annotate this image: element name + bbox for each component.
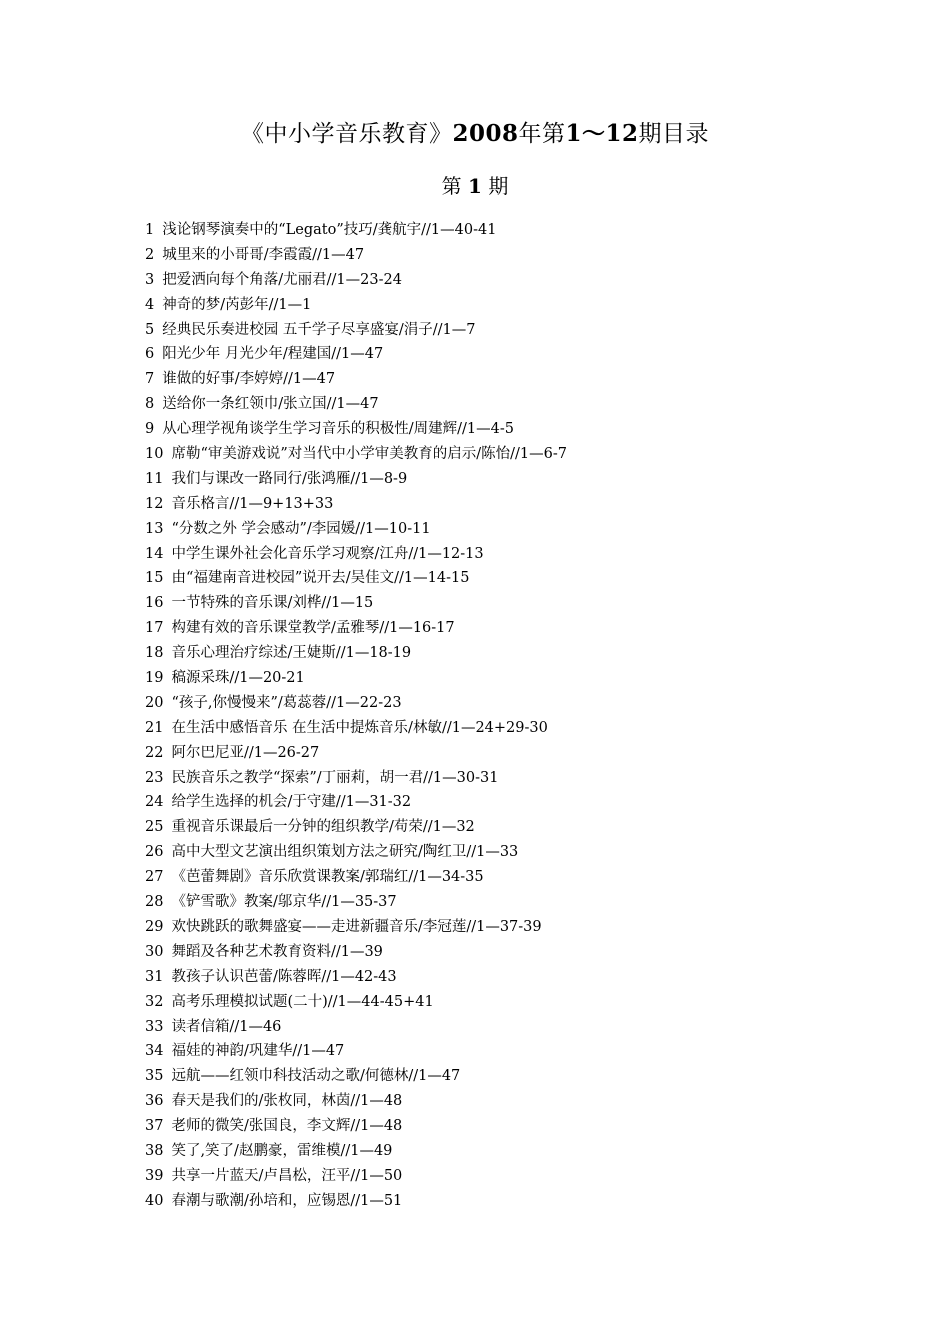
list-item bbox=[145, 542, 905, 567]
entry-text: “孩子,你慢慢来”/葛蕊蓉//1—22-23 bbox=[171, 694, 402, 711]
issue-heading-suffix: 期 bbox=[488, 174, 509, 198]
entry-number: 36 bbox=[145, 1093, 164, 1110]
entry-text: 给学生选择的机会/于守建//1—31-32 bbox=[171, 794, 412, 811]
entry-text: 共享一片蓝天/卢昌松，汪平//1—50 bbox=[171, 1167, 403, 1184]
entry-number: 25 bbox=[145, 819, 164, 836]
entry-number: 24 bbox=[145, 794, 164, 811]
list-item bbox=[145, 467, 905, 492]
list-item bbox=[145, 566, 905, 591]
entry-text: 中学生课外社会化音乐学习观察/江舟//1—12-13 bbox=[171, 545, 484, 562]
entry-number: 37 bbox=[145, 1118, 164, 1135]
list-item bbox=[145, 1164, 905, 1189]
list-item bbox=[145, 318, 905, 343]
entry-number: 16 bbox=[145, 595, 164, 612]
entry-text: 谁做的好事/李婷婷//1—47 bbox=[162, 371, 336, 388]
entry-text: 构建有效的音乐课堂教学/孟雅琴//1—16-17 bbox=[171, 620, 455, 637]
list-item bbox=[145, 417, 905, 442]
list-item bbox=[145, 716, 905, 741]
list-item bbox=[145, 766, 905, 791]
entry-number: 22 bbox=[145, 744, 164, 761]
entry-number: 15 bbox=[145, 570, 164, 587]
list-item bbox=[145, 268, 905, 293]
list-item bbox=[145, 1039, 905, 1064]
entry-number: 1 bbox=[145, 222, 155, 238]
entry-text: 把爱洒向每个角落/尤丽君//1—23-24 bbox=[162, 271, 402, 288]
list-item bbox=[145, 492, 905, 517]
entry-text: 阳光少年 月光少年/程建国//1—47 bbox=[162, 346, 384, 363]
list-item bbox=[145, 865, 905, 890]
entry-text: 浅论钢琴演奏中的“Legato”技巧/龚航宇//1—40-41 bbox=[162, 222, 497, 238]
entry-text: 春潮与歌潮/孙培和，应锡恩//1—51 bbox=[171, 1192, 403, 1209]
list-item bbox=[145, 1064, 905, 1089]
entry-text: 经典民乐奏进校园 五千学子尽享盛宴/涓子//1—7 bbox=[162, 321, 476, 338]
list-item bbox=[145, 790, 905, 815]
entry-number: 7 bbox=[145, 371, 155, 388]
issue-heading bbox=[0, 172, 950, 200]
entry-number: 26 bbox=[145, 844, 164, 861]
entry-text: 音乐心理治疗综述/王婕斯//1—18-19 bbox=[171, 645, 412, 662]
list-item bbox=[145, 293, 905, 318]
entry-text: 春天是我们的/张枚同，林茵//1—48 bbox=[171, 1093, 403, 1110]
entry-text: 一节特殊的音乐课/刘桦//1—15 bbox=[171, 595, 374, 612]
entry-number: 9 bbox=[145, 421, 155, 438]
entry-text: 读者信箱//1—46 bbox=[171, 1018, 282, 1035]
list-item bbox=[145, 517, 905, 542]
list-item bbox=[145, 641, 905, 666]
entry-number: 34 bbox=[145, 1043, 164, 1060]
list-item bbox=[145, 666, 905, 691]
list-item bbox=[145, 840, 905, 865]
title-year: 2008 bbox=[452, 120, 519, 147]
list-item bbox=[145, 616, 905, 641]
list-item bbox=[145, 890, 905, 915]
entry-text: 送给你一条红领巾/张立国//1—47 bbox=[162, 396, 379, 413]
list-item bbox=[145, 367, 905, 392]
entry-number: 31 bbox=[145, 968, 164, 985]
entry-number: 30 bbox=[145, 943, 164, 960]
list-item bbox=[145, 990, 905, 1015]
entry-text: 欢快跳跃的歌舞盛宴——走进新疆音乐/李冠莲//1—37-39 bbox=[171, 918, 542, 935]
entry-number: 6 bbox=[145, 346, 155, 363]
entry-text: 稿源采珠//1—20-21 bbox=[171, 670, 305, 687]
entry-text: 《铲雪歌》教案/邬京华//1—35-37 bbox=[171, 894, 397, 911]
entry-text: 《芭蕾舞剧》音乐欣赏课教案/郭瑞红//1—34-35 bbox=[171, 869, 484, 886]
entry-number: 38 bbox=[145, 1142, 164, 1159]
entry-text: 民族音乐之教学“探索”/丁丽莉，胡一君//1—30-31 bbox=[171, 769, 499, 786]
entry-text: 神奇的梦/芮彭年//1—1 bbox=[162, 296, 312, 313]
entry-number: 12 bbox=[145, 495, 164, 512]
entry-number: 5 bbox=[145, 321, 155, 338]
list-item bbox=[145, 1015, 905, 1040]
title-range: 1～12 bbox=[565, 120, 639, 147]
entry-number: 20 bbox=[145, 694, 164, 711]
entry-number: 19 bbox=[145, 670, 164, 687]
list-item bbox=[145, 392, 905, 417]
entry-text: 在生活中感悟音乐 在生活中提炼音乐/林敏//1—24+29-30 bbox=[171, 719, 548, 736]
entry-text: 城里来的小哥哥/李霞霞//1—47 bbox=[162, 246, 365, 263]
entry-number: 3 bbox=[145, 271, 155, 288]
list-item bbox=[145, 591, 905, 616]
entry-text: 阿尔巴尼亚//1—26-27 bbox=[171, 744, 320, 761]
entry-number: 27 bbox=[145, 869, 164, 886]
entry-number: 21 bbox=[145, 719, 164, 736]
entry-number: 23 bbox=[145, 769, 164, 786]
list-item bbox=[145, 1189, 905, 1214]
entry-text: 高中大型文艺演出组织策划方法之研究/陶红卫//1—33 bbox=[171, 844, 519, 861]
table-of-contents-list bbox=[145, 218, 905, 1214]
entry-number: 4 bbox=[145, 296, 155, 313]
list-item bbox=[145, 218, 905, 243]
title-suffix: 期目录 bbox=[638, 121, 710, 147]
entry-number: 28 bbox=[145, 894, 164, 911]
entry-number: 8 bbox=[145, 396, 155, 413]
entry-text: 从心理学视角谈学生学习音乐的积极性/周建辉//1—4-5 bbox=[162, 421, 514, 438]
entry-number: 33 bbox=[145, 1018, 164, 1035]
entry-text: 福娃的神韵/巩建华//1—47 bbox=[171, 1043, 345, 1060]
entry-text: 教孩子认识芭蕾/陈蓉晖//1—42-43 bbox=[171, 968, 397, 985]
list-item bbox=[145, 1139, 905, 1164]
entry-text: 席勒“审美游戏说”对当代中小学审美教育的启示/陈怡//1—6-7 bbox=[171, 446, 568, 463]
entry-number: 32 bbox=[145, 993, 164, 1010]
list-item bbox=[145, 965, 905, 990]
list-item bbox=[145, 741, 905, 766]
entry-number: 29 bbox=[145, 918, 164, 935]
list-item bbox=[145, 1114, 905, 1139]
entry-text: 由“福建南音进校园”说开去/吴佳文//1—14-15 bbox=[171, 570, 470, 587]
entry-text: 我们与课改一路同行/张鸿雁//1—8-9 bbox=[171, 470, 408, 487]
entry-number: 2 bbox=[145, 246, 155, 263]
list-item bbox=[145, 815, 905, 840]
entry-text: 重视音乐课最后一分钟的组织教学/苟荣//1—32 bbox=[171, 819, 475, 836]
entry-number: 40 bbox=[145, 1192, 164, 1209]
entry-text: 老师的微笑/张国良，李文辉//1—48 bbox=[171, 1118, 403, 1135]
list-item bbox=[145, 915, 905, 940]
entry-number: 10 bbox=[145, 446, 164, 463]
list-item bbox=[145, 243, 905, 268]
entry-text: 高考乐理模拟试题(二十)//1—44-45+41 bbox=[171, 993, 434, 1010]
entry-text: 远航——红领巾科技活动之歌/何德林//1—47 bbox=[171, 1068, 461, 1085]
list-item bbox=[145, 1089, 905, 1114]
entry-number: 13 bbox=[145, 520, 164, 537]
entry-text: 舞蹈及各种艺术教育资料//1—39 bbox=[171, 943, 383, 960]
list-item bbox=[145, 442, 905, 467]
entry-text: 笑了,笑了/赵鹏豪，雷维模//1—49 bbox=[171, 1142, 393, 1159]
entry-number: 11 bbox=[145, 470, 164, 487]
issue-heading-number: 1 bbox=[468, 174, 482, 198]
entry-number: 18 bbox=[145, 645, 164, 662]
entry-text: 音乐格言//1—9+13+33 bbox=[171, 495, 334, 512]
title-middle: 年第 bbox=[518, 121, 566, 147]
document-title bbox=[0, 118, 950, 150]
entry-number: 35 bbox=[145, 1068, 164, 1085]
entry-number: 39 bbox=[145, 1167, 164, 1184]
list-item bbox=[145, 691, 905, 716]
entry-number: 17 bbox=[145, 620, 164, 637]
issue-heading-prefix: 第 bbox=[441, 174, 462, 198]
list-item bbox=[145, 940, 905, 965]
list-item bbox=[145, 342, 905, 367]
title-prefix: 《中小学音乐教育》 bbox=[240, 121, 453, 147]
entry-text: “分数之外 学会感动”/李园媛//1—10-11 bbox=[171, 520, 431, 537]
entry-number: 14 bbox=[145, 545, 164, 562]
